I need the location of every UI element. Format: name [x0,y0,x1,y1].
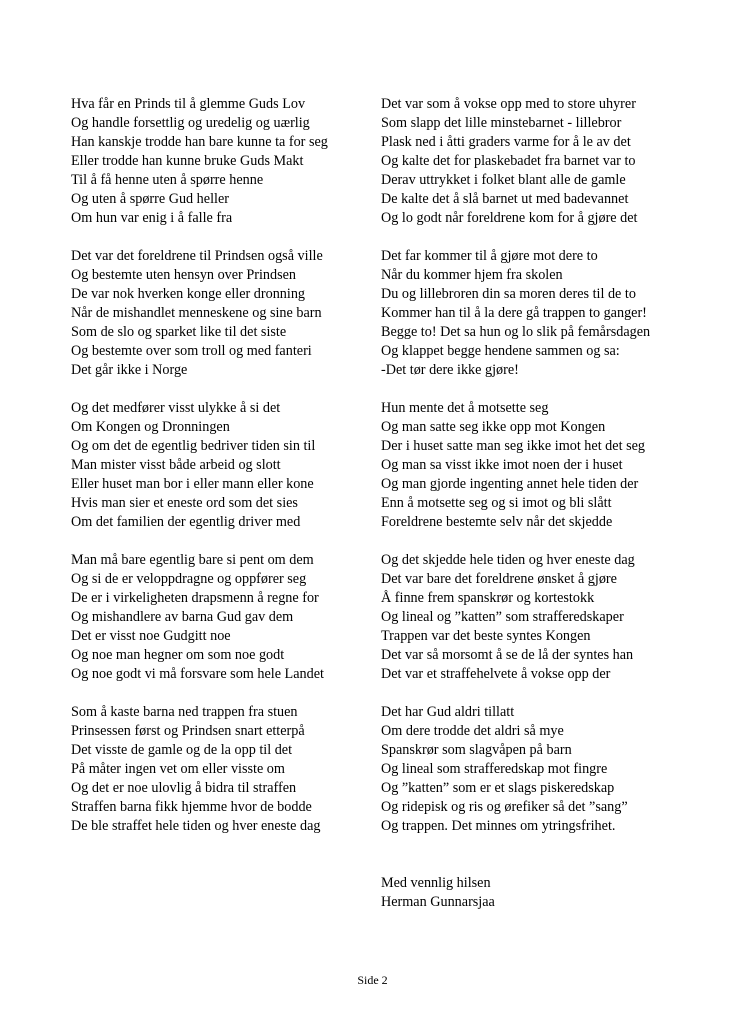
poem-line: Og det er noe ulovlig å bidra til straffen [71,780,297,796]
poem-line: Og lineal som strafferedskap mot fingre [381,761,608,777]
poem-line: Og uten å spørre Gud heller [71,191,229,207]
poem-line: Når de mishandlet menneskene og sine barn [71,305,322,321]
stanza [381,703,681,836]
poem-line: Man mister visst både arbeid og slott [71,457,281,473]
poem-line: Og man gjorde ingenting annet hele tiden der [381,476,639,492]
poem-line: Om det familien der egentlig driver med [71,514,301,530]
stanza [71,95,371,228]
poem-line: Og det medfører visst ulykke å si det [71,400,281,416]
poem-line: På måter ingen vet om eller visste om [71,761,285,777]
poem-line: Som å kaste barna ned trappen fra stuen [71,704,298,720]
poem-line: Trappen var det beste syntes Kongen [381,628,591,644]
signoff-block [381,874,681,912]
left-column [71,95,371,855]
poem-line: Og kalte det for plaskebadet fra barnet var to [381,153,636,169]
poem-line: Og man satte seg ikke opp mot Kongen [381,419,606,435]
poem-line: De ble straffet hele tiden og hver eneste dag [71,818,321,834]
poem-line: Han kanskje trodde han bare kunne ta for seg [71,134,328,150]
signoff-name: Herman Gunnarsjaa [381,894,495,910]
poem-line: Og noe godt vi må forsvare som hele Landet [71,666,324,682]
poem-line: Og si de er veloppdragne og oppfører seg [71,571,307,587]
poem-line: Og mishandlere av barna Gud gav dem [71,609,294,625]
poem-line: Det var bare det foreldrene ønsket å gjøre [381,571,617,587]
poem-line: Enn å motsette seg og si imot og bli slått [381,495,612,511]
poem-line: De var nok hverken konge eller dronning [71,286,306,302]
stanza [381,399,681,532]
poem-line: Om Kongen og Dronningen [71,419,230,435]
poem-line: Som de slo og sparket like til det siste [71,324,287,340]
poem-line: Til å få henne uten å spørre henne [71,172,264,188]
poem-line: Det var det foreldrene til Prindsen også ville [71,248,323,264]
poem-line: Når du kommer hjem fra skolen [381,267,563,283]
poem-line: Plask ned i åtti graders varme for å le av det [381,134,631,150]
poem-line: Det var så morsomt å se de lå der syntes han [381,647,634,663]
poem-line: Og man sa visst ikke imot noen der i huset [381,457,623,473]
poem-line: Kommer han til å la dere gå trappen to ganger! [381,305,647,321]
poem-line: Og trappen. Det minnes om ytringsfrihet. [381,818,616,834]
stanza [381,95,681,228]
poem-line: Det er visst noe Gudgitt noe [71,628,231,644]
poem-line: Spanskrør som slagvåpen på barn [381,742,572,758]
poem-line: Eller huset man bor i eller mann eller kone [71,476,314,492]
poem-line: Prinsessen først og Prindsen snart etterpå [71,723,305,739]
stanza [71,703,371,836]
poem-line: De er i virkeligheten drapsmenn å regne for [71,590,319,606]
stanza [71,247,371,380]
poem-line: -Det tør dere ikke gjøre! [381,362,519,378]
poem-line: Det var et straffehelvete å vokse opp der [381,666,611,682]
poem-line: Og bestemte over som troll og med fanteri [71,343,312,359]
right-column [381,95,681,912]
stanza [71,399,371,532]
signoff-greeting: Med vennlig hilsen [381,875,491,891]
poem-line: Og det skjedde hele tiden og hver eneste dag [381,552,635,568]
poem-line: Og lo godt når foreldrene kom for å gjøre det [381,210,638,226]
poem-line: Og ridepisk og ris og ørefiker så det ”sang” [381,799,628,815]
poem-line: Det var som å vokse opp med to store uhyrer [381,96,636,112]
poem-line: Begge to! Det sa hun og lo slik på femårsdagen [381,324,651,340]
poem-line: Det far kommer til å gjøre mot dere to [381,248,598,264]
stanza [381,551,681,684]
poem-line: Man må bare egentlig bare si pent om dem [71,552,314,568]
poem-line: Straffen barna fikk hjemme hvor de bodde [71,799,312,815]
poem-line: Det har Gud aldri tillatt [381,704,515,720]
poem-line: Å finne frem spanskrør og kortestokk [381,590,595,606]
page-number: Side 2 [357,973,388,987]
poem-line: Og noe man hegner om som noe godt [71,647,285,663]
poem-line: Og bestemte uten hensyn over Prindsen [71,267,296,283]
poem-line: Hun mente det å motsette seg [381,400,549,416]
poem-line: Og lineal og ”katten” som strafferedskaper [381,609,624,625]
poem-line: Og ”katten” som er et slags piskeredskap [381,780,615,796]
poem-line: Hva får en Prinds til å glemme Guds Lov [71,96,306,112]
poem-line: De kalte det å slå barnet ut med badevannet [381,191,629,207]
poem-line: Der i huset satte man seg ikke imot het det seg [381,438,645,454]
poem-line: Om dere trodde det aldri så mye [381,723,564,739]
poem-line: Om hun var enig i å falle fra [71,210,233,226]
poem-line: Som slapp det lille minstebarnet - lillebror [381,115,622,131]
poem-line: Hvis man sier et eneste ord som det sies [71,495,298,511]
poem-line: Derav uttrykket i folket blant alle de gamle [381,172,626,188]
poem-line: Foreldrene bestemte selv når det skjedde [381,514,613,530]
stanza [381,247,681,380]
poem-line: Det visste de gamle og de la opp til det [71,742,293,758]
poem-line: Du og lillebroren din sa moren deres til de to [381,286,636,302]
poem-line: Eller trodde han kunne bruke Guds Makt [71,153,304,169]
poem-line: Det går ikke i Norge [71,362,188,378]
poem-line: Og klappet begge hendene sammen og sa: [381,343,620,359]
poem-line: Og om det de egentlig bedriver tiden sin til [71,438,316,454]
poem-line: Og handle forsettlig og uredelig og uærlig [71,115,310,131]
stanza [71,551,371,684]
